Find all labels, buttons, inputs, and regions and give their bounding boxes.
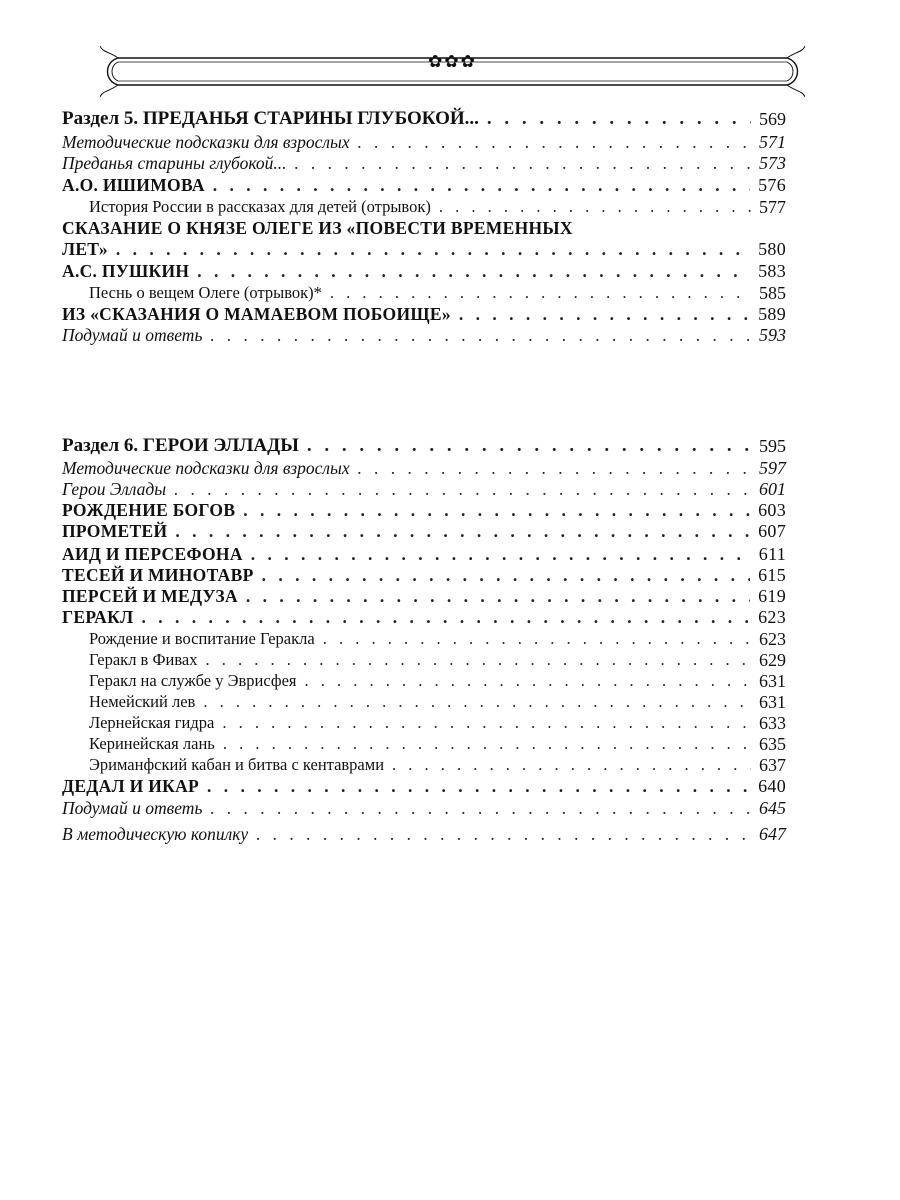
- page-number: 607: [758, 521, 786, 541]
- toc-sub-entry[interactable]: [89, 691, 786, 713]
- entry-title: Рождение и воспитание Геракла: [89, 629, 315, 648]
- toc-entry[interactable]: [62, 585, 786, 607]
- page-number: 603: [758, 500, 786, 520]
- leader-dots: [323, 628, 751, 650]
- page-number: 595: [759, 436, 786, 456]
- entry-title: ИЗ «СКАЗАНИЯ О МАМАЕВОМ ПОБОИЩЕ»: [62, 304, 451, 324]
- page-number: 573: [759, 153, 786, 173]
- page-number: 597: [759, 458, 786, 478]
- section-title-text: Раздел 5. ПРЕДАНЬЯ СТАРИНЫ ГЛУБОКОЙ...: [62, 108, 479, 129]
- leader-dots: [203, 691, 751, 713]
- leader-dots: [256, 823, 751, 845]
- toc-entry[interactable]: [62, 797, 786, 819]
- page-number: 631: [759, 692, 786, 712]
- leader-dots: [358, 457, 751, 479]
- page-number: 645: [759, 798, 786, 818]
- entry-title: Подумай и ответь: [62, 325, 203, 345]
- toc-sub-entry[interactable]: [89, 670, 786, 692]
- leader-dots: [222, 712, 751, 734]
- leader-dots: [223, 733, 751, 755]
- leader-dots: [210, 324, 751, 346]
- toc-entry[interactable]: [62, 152, 786, 174]
- page-number: 571: [759, 132, 786, 152]
- leader-dots: [294, 152, 751, 174]
- leader-dots: [439, 196, 751, 218]
- leader-dots: [330, 282, 751, 304]
- page-number: 629: [759, 650, 786, 670]
- leader-dots: [307, 435, 751, 457]
- entry-title: Преданья старины глубокой...: [62, 153, 287, 173]
- leader-dots: [251, 543, 751, 565]
- entry-title: Методические подсказки для взрослых: [62, 458, 350, 478]
- page-number: 577: [759, 197, 786, 217]
- triple-flower-icon: ✿✿✿: [428, 52, 477, 71]
- leader-dots: [262, 564, 751, 586]
- page-number: 631: [759, 671, 786, 691]
- toc-entry[interactable]: [62, 520, 786, 542]
- entry-title: Немейский лев: [89, 692, 196, 711]
- entry-title: Геракл в Фивах: [89, 650, 198, 669]
- entry-title: РОЖДЕНИЕ БОГОВ: [62, 500, 236, 520]
- section-5-title[interactable]: [62, 108, 786, 130]
- page-number: 623: [758, 607, 786, 627]
- page-number: 619: [758, 586, 786, 606]
- page-number: 601: [759, 479, 786, 499]
- page-number: 593: [759, 325, 786, 345]
- toc-entry[interactable]: [62, 499, 786, 521]
- leader-dots: [205, 649, 751, 671]
- page-number: 589: [758, 304, 786, 324]
- leader-dots: [207, 775, 750, 797]
- page-number: 583: [758, 261, 786, 281]
- toc-entry-line1: СКАЗАНИЕ О КНЯЗЕ ОЛЕГЕ ИЗ «ПОВЕСТИ ВРЕМЕННЫХ: [62, 218, 573, 238]
- entry-title: АИД И ПЕРСЕФОНА: [62, 544, 243, 564]
- toc-entry[interactable]: [62, 260, 786, 282]
- entry-title: ПРОМЕТЕЙ: [62, 521, 168, 541]
- entry-title: А.С. ПУШКИН: [62, 261, 190, 281]
- entry-title: ПЕРСЕЙ И МЕДУЗА: [62, 586, 238, 606]
- toc-entry[interactable]: [62, 238, 786, 260]
- section-title-text: Раздел 6. ГЕРОИ ЭЛЛАДЫ: [62, 435, 299, 456]
- leader-dots: [213, 174, 750, 196]
- entry-title: Методические подсказки для взрослых: [62, 132, 350, 152]
- entry-title: Эриманфский кабан и битва с кентаврами: [89, 755, 385, 774]
- entry-title: Подумай и ответь: [62, 798, 203, 818]
- toc-sub-entry[interactable]: [89, 733, 786, 755]
- page-number: 635: [759, 734, 786, 754]
- leader-dots: [116, 238, 750, 260]
- toc-entry[interactable]: [62, 303, 786, 325]
- entry-title: ГЕРАКЛ: [62, 607, 134, 627]
- leader-dots: [243, 499, 750, 521]
- entry-title: Керинейская лань: [89, 734, 215, 753]
- page-number: 611: [758, 544, 786, 564]
- leader-dots: [487, 108, 751, 130]
- section-6-title[interactable]: [62, 435, 786, 457]
- leader-dots: [459, 303, 750, 325]
- toc-sub-entry[interactable]: [89, 754, 786, 776]
- toc-entry[interactable]: [62, 775, 786, 797]
- leader-dots: [175, 520, 750, 542]
- page-number: 647: [759, 824, 786, 844]
- entry-title: А.О. ИШИМОВА: [62, 175, 205, 195]
- leader-dots: [141, 606, 750, 628]
- entry-title: ТЕСЕЙ И МИНОТАВР: [62, 565, 254, 585]
- page-number: 615: [758, 565, 786, 585]
- leader-dots: [305, 670, 752, 692]
- toc-sub-entry[interactable]: [89, 282, 786, 304]
- leader-dots: [197, 260, 750, 282]
- toc-sub-entry[interactable]: [89, 649, 786, 671]
- leader-dots: [210, 797, 751, 819]
- toc-entry[interactable]: [62, 131, 786, 153]
- leader-dots: [174, 478, 751, 500]
- entry-title: Песнь о вещем Олеге (отрывок)*: [89, 283, 322, 302]
- toc-sub-entry[interactable]: [89, 628, 786, 650]
- toc-entry[interactable]: [62, 324, 786, 346]
- page-number: 576: [758, 175, 786, 195]
- toc-entry[interactable]: [62, 543, 786, 565]
- page-number: 580: [758, 239, 786, 259]
- toc-entry[interactable]: [62, 457, 786, 479]
- page-number: 637: [759, 755, 786, 775]
- toc-sub-entry[interactable]: [89, 712, 786, 734]
- toc-entry[interactable]: [62, 174, 786, 196]
- toc-entry[interactable]: [62, 564, 786, 586]
- page-number: 585: [759, 283, 786, 303]
- toc-entry[interactable]: [62, 606, 786, 628]
- leader-dots: [392, 754, 751, 776]
- entry-title: ЛЕТ»: [62, 239, 108, 259]
- entry-title: Геракл на службе у Эврисфея: [89, 671, 297, 690]
- header-frame: [100, 38, 805, 98]
- toc-entry[interactable]: [62, 478, 786, 500]
- entry-title: Герои Эллады: [62, 479, 167, 499]
- leader-dots: [358, 131, 751, 153]
- toc-entry-closing[interactable]: [62, 823, 786, 845]
- page-number: 623: [759, 629, 786, 649]
- leader-dots: [246, 585, 750, 607]
- page-number: 633: [759, 713, 786, 733]
- entry-title: История России в рассказах для детей (отрывок): [89, 197, 431, 216]
- toc-sub-entry[interactable]: [89, 196, 786, 218]
- page-number: 569: [759, 109, 786, 129]
- entry-title: Лернейская гидра: [89, 713, 215, 732]
- page-number: 640: [758, 776, 786, 796]
- entry-title: В методическую копилку: [62, 824, 249, 844]
- entry-title: ДЕДАЛ И ИКАР: [62, 776, 200, 796]
